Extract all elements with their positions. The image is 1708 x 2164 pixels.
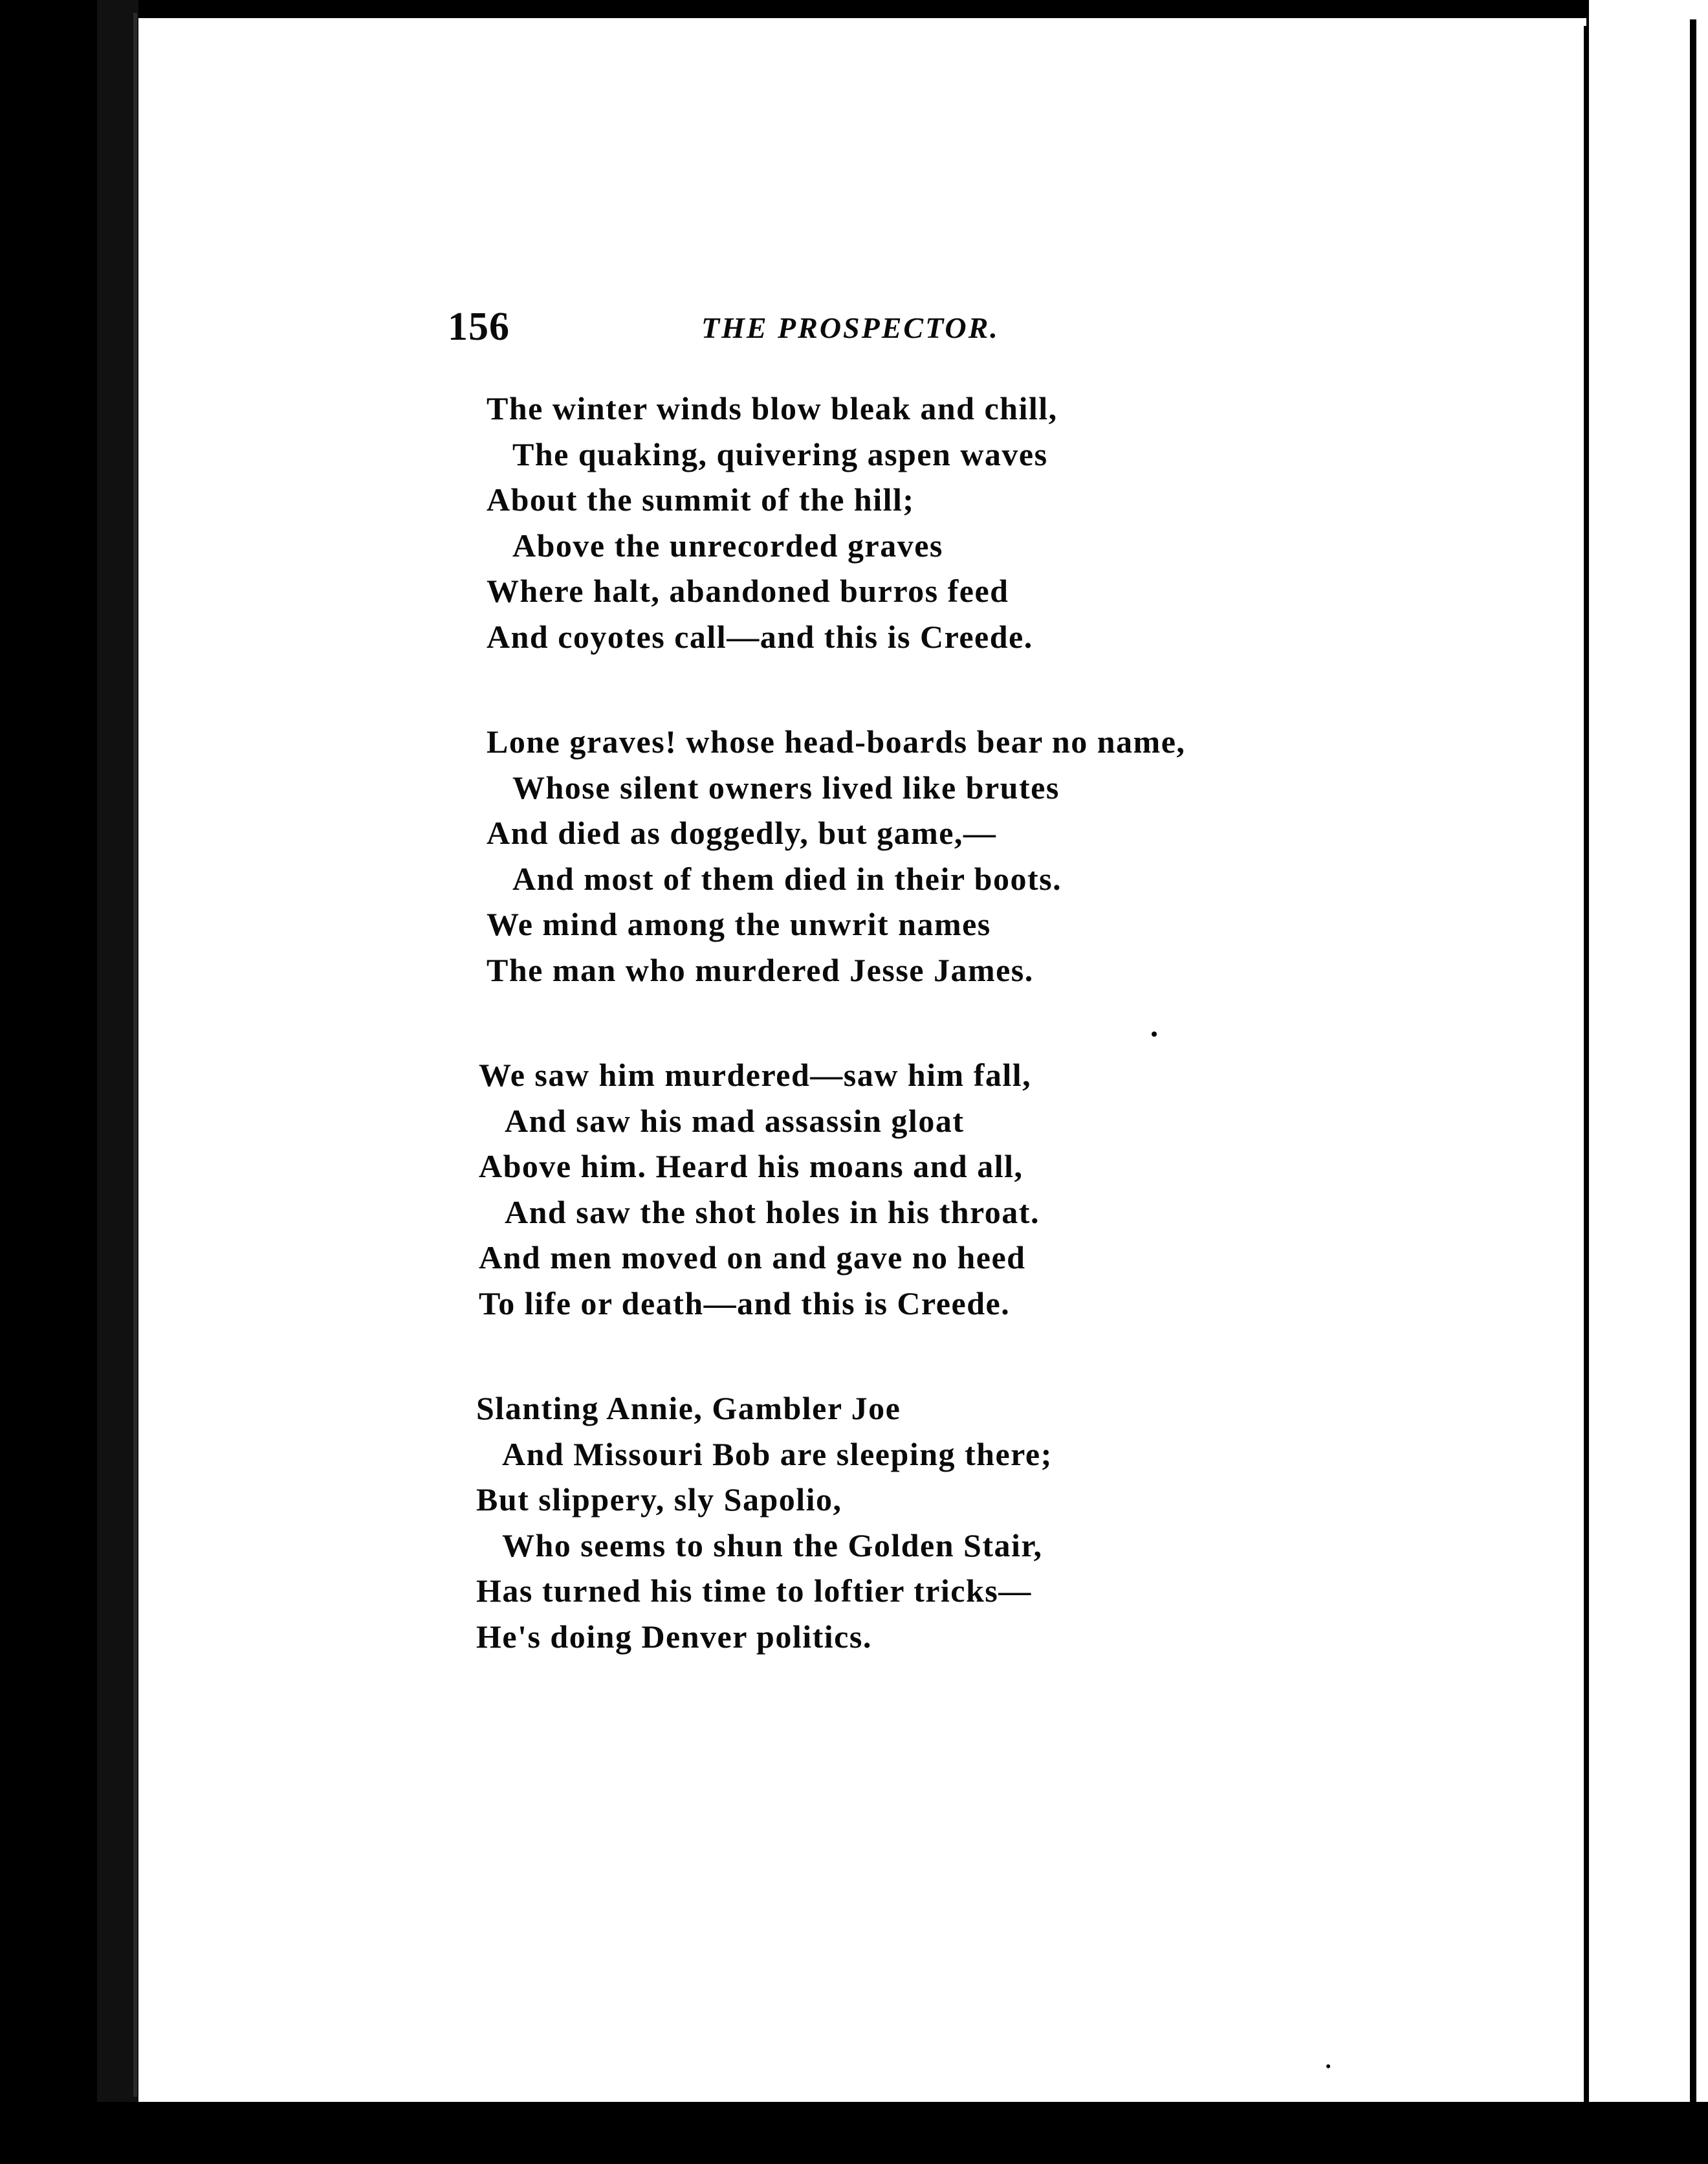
- poem-line: And most of them died in their boots.: [512, 860, 1062, 897]
- binding-edge: [133, 13, 137, 2097]
- book-binding: [97, 0, 138, 2129]
- facing-page-edge: [1690, 19, 1696, 2116]
- poem-line: About the summit of the hill;: [487, 481, 915, 518]
- poem-line: Lone graves! whose head-boards bear no name,: [487, 723, 1186, 760]
- poem-line: Where halt, abandoned burros feed: [487, 573, 1009, 609]
- running-header: [448, 304, 1418, 362]
- running-title: THE PROSPECTOR.: [701, 311, 1000, 344]
- poem-line: To life or death—and this is Creede.: [479, 1285, 1011, 1321]
- poem-line: Above him. Heard his moans and all,: [479, 1148, 1024, 1184]
- poem-line: Slanting Annie, Gambler Joe: [476, 1390, 901, 1426]
- scan-bottom-border: [0, 2102, 1708, 2164]
- poem-line: He's doing Denver politics.: [476, 1618, 872, 1655]
- poem-line: Above the unrecorded graves: [512, 527, 943, 564]
- poem-line: But slippery, sly Sapolio,: [476, 1481, 842, 1518]
- stanza-3: [479, 1052, 1328, 1326]
- poem-line: And saw his mad assassin gloat: [505, 1102, 965, 1139]
- stanza-1: [487, 386, 1328, 659]
- page-number: 156: [448, 305, 510, 349]
- scan-speck: [65, 757, 71, 764]
- scan-speck: [1326, 2064, 1330, 2068]
- poem-line: The quaking, quivering aspen waves: [512, 436, 1048, 472]
- poem-line: Has turned his time to loftier tricks—: [476, 1573, 1032, 1609]
- poem-line: And men moved on and gave no heed: [479, 1239, 1026, 1275]
- stanza-2: [487, 719, 1328, 993]
- scan-top-border: [138, 0, 1586, 18]
- poem-line: Who seems to shun the Golden Stair,: [502, 1527, 1043, 1563]
- poem-line: And Missouri Bob are sleeping there;: [502, 1435, 1053, 1472]
- poem: [476, 386, 1328, 1719]
- poem-line: We saw him murdered—saw him fall,: [479, 1057, 1032, 1093]
- poem-line: And died as doggedly, but game,—: [487, 815, 997, 851]
- poem-line: And coyotes call—and this is Creede.: [487, 618, 1033, 655]
- page-right-edge: [1584, 26, 1589, 2103]
- poem-line: Whose silent owners lived like brutes: [512, 769, 1060, 806]
- poem-line: The man who murdered Jesse James.: [487, 951, 1034, 988]
- poem-line: And saw the shot holes in his throat.: [505, 1193, 1040, 1230]
- stanza-4: [476, 1386, 1328, 1659]
- poem-line: We mind among the unwrit names: [487, 906, 991, 942]
- poem-line: The winter winds blow bleak and chill,: [487, 390, 1058, 426]
